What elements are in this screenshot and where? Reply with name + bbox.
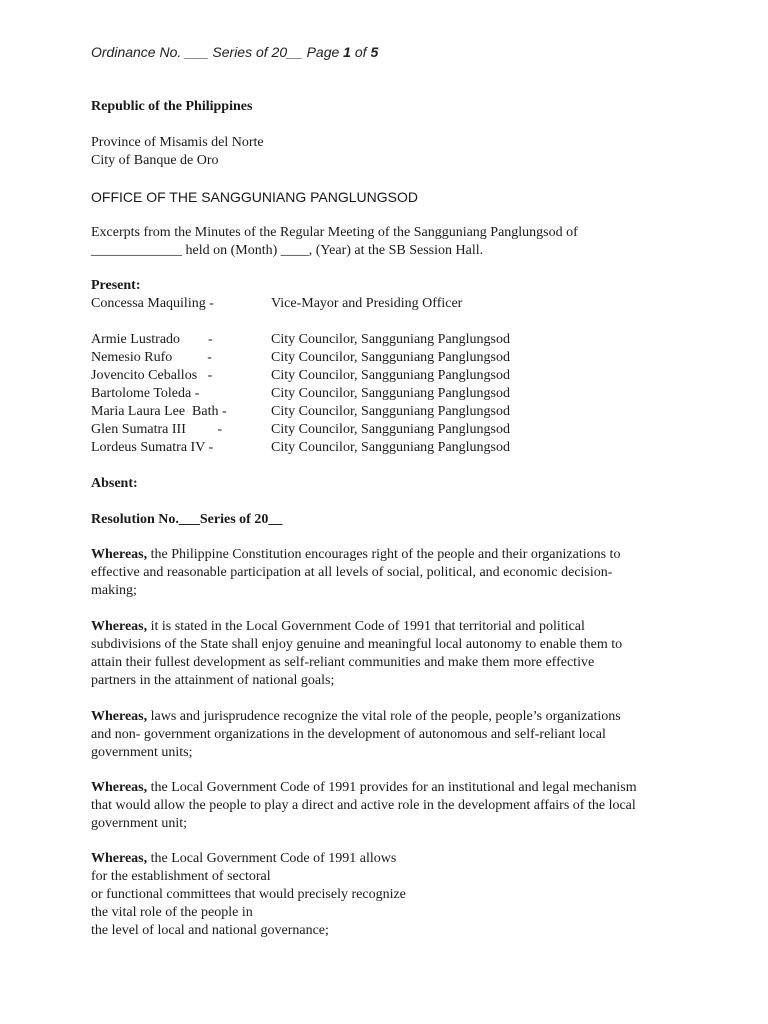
office-heading: OFFICE OF THE SANGGUNIANG PANGLUNGSOD: [91, 189, 418, 205]
clause-line: the Local Government Code of 1991 allows: [147, 851, 397, 866]
header-of: of: [350, 44, 371, 60]
whereas-clause: [91, 708, 691, 762]
whereas-label: Whereas,: [91, 709, 148, 724]
whereas-clause: [91, 546, 691, 600]
whereas-label: Whereas,: [91, 851, 148, 866]
clause-line: attain their fullest development as self-reliant communities and make them more effective: [91, 655, 595, 670]
excerpt-line-2: _____________ held on (Month) ____, (Year) at the SB Session Hall.: [91, 243, 484, 258]
header-page-total: 5: [370, 44, 379, 60]
resolution-heading: Resolution No.___Series of 20__: [91, 512, 283, 527]
present-label: Present:: [91, 278, 141, 293]
member-role: City Councilor, Sangguniang Panglungsod: [271, 422, 510, 437]
member-name: Armie Lustrado -: [91, 332, 213, 347]
excerpt-line-1: Excerpts from the Minutes of the Regular Meeting of the Sangguniang Panglungsod of: [91, 225, 578, 240]
member-role: City Councilor, Sangguniang Panglungsod: [271, 332, 510, 347]
city-line: City of Banque de Oro: [91, 153, 219, 168]
clause-line: subdivisions of the State shall enjoy genuine and meaningful local autonomy to enable them to: [91, 637, 623, 652]
member-name: Jovencito Ceballos -: [91, 368, 213, 383]
whereas-clause: [91, 779, 691, 833]
clause-line: it is stated in the Local Government Code of 1991 that territorial and political: [147, 619, 585, 634]
member-role: City Councilor, Sangguniang Panglungsod: [271, 404, 510, 419]
member-role: City Councilor, Sangguniang Panglungsod: [271, 440, 510, 455]
clause-line: effective and reasonable participation at all levels of social, political, and economic decision-: [91, 565, 613, 580]
absent-label: Absent:: [91, 476, 138, 491]
clause-line: the vital role of the people in: [91, 905, 253, 920]
member-name: Bartolome Toleda -: [91, 386, 200, 401]
member-name: Maria Laura Lee Bath -: [91, 404, 227, 419]
member-name: Lordeus Sumatra IV -: [91, 440, 214, 455]
clause-line: the Philippine Constitution encourages right of the people and their organizations to: [147, 547, 621, 562]
clause-line: or functional committees that would precisely recognize: [91, 887, 406, 902]
page-header: [91, 44, 378, 60]
republic-heading: Republic of the Philippines: [91, 99, 253, 114]
whereas-clause: [91, 618, 691, 690]
clause-line: for the establishment of sectoral: [91, 869, 271, 884]
header-prefix: Ordinance No. ___ Series of 20__ Page: [91, 44, 344, 60]
whereas-label: Whereas,: [91, 547, 148, 562]
member-name: Glen Sumatra III -: [91, 422, 223, 437]
whereas-clause: [91, 850, 691, 940]
whereas-label: Whereas,: [91, 780, 148, 795]
clause-line: government unit;: [91, 816, 188, 831]
clause-line: the Local Government Code of 1991 provides for an institutional and legal mechanism: [147, 780, 637, 795]
clause-line: partners in the attainment of national goals;: [91, 673, 335, 688]
clause-line: that would allow the people to play a direct and active role in the development affairs of the local: [91, 798, 636, 813]
member-role: City Councilor, Sangguniang Panglungsod: [271, 368, 510, 383]
member-name: Nemesio Rufo -: [91, 350, 212, 365]
member-role: City Councilor, Sangguniang Panglungsod: [271, 386, 510, 401]
clause-line: laws and jurisprudence recognize the vital role of the people, people’s organizations: [147, 709, 621, 724]
presiding-officer-name: Concessa Maquiling -: [91, 296, 214, 311]
member-role: City Councilor, Sangguniang Panglungsod: [271, 350, 510, 365]
province-line: Province of Misamis del Norte: [91, 135, 264, 150]
clause-line: making;: [91, 583, 137, 598]
presiding-officer-role: Vice-Mayor and Presiding Officer: [271, 296, 463, 311]
clause-line: and non- government organizations in the development of autonomous and self-reliant local: [91, 727, 606, 742]
header-page-number: 1: [343, 44, 351, 60]
clause-line: the level of local and national governance;: [91, 923, 329, 938]
whereas-label: Whereas,: [91, 619, 148, 634]
clause-line: government units;: [91, 745, 193, 760]
